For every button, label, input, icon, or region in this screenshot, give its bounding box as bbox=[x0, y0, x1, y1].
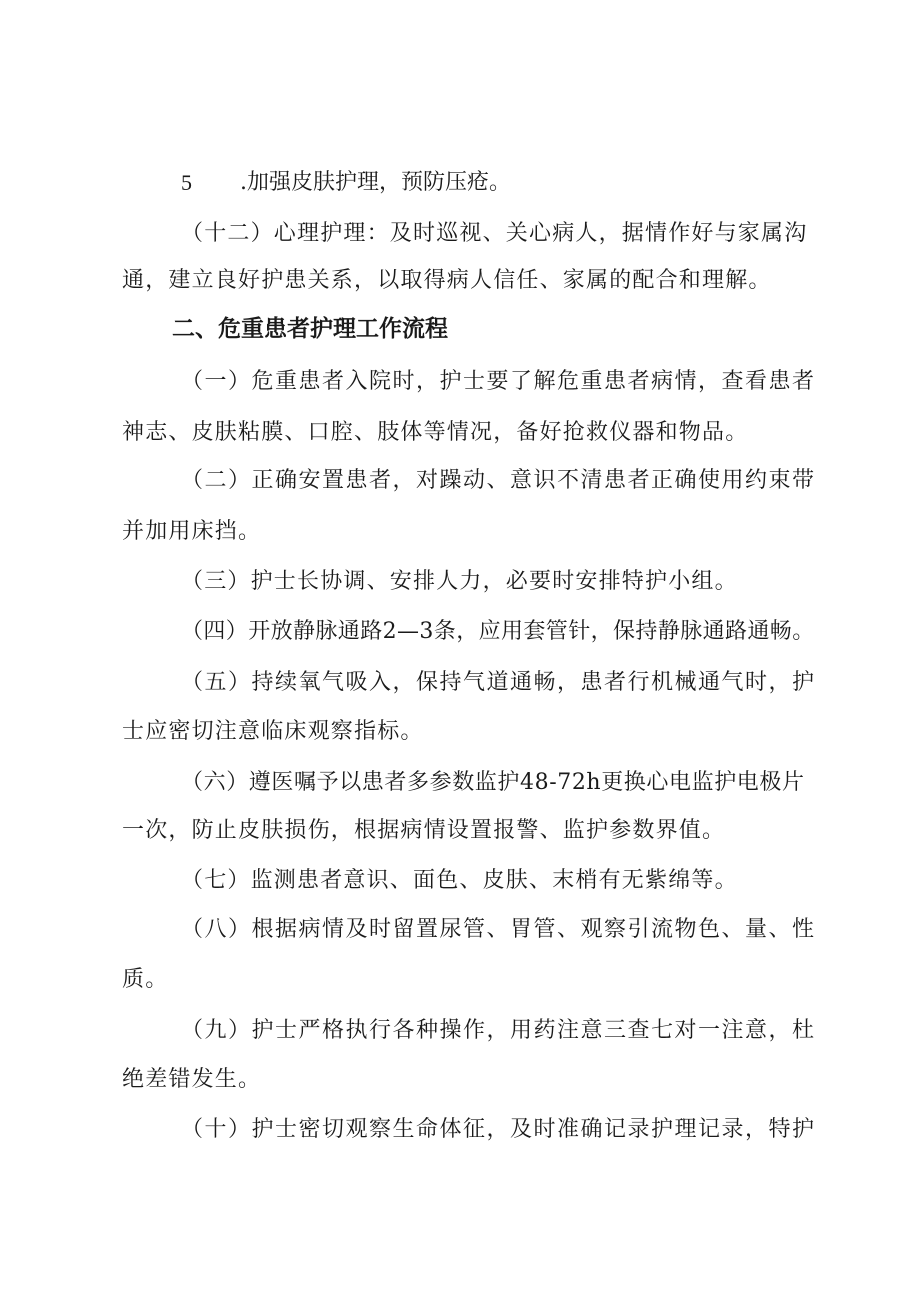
paragraph-line: （三）护士长协调、安排人力，必要时安排特护小组。 bbox=[181, 569, 738, 594]
paragraph-line: 质。 bbox=[122, 967, 169, 992]
paragraph-line: （十）护士密切观察生命体征，及时准确记录护理记录，特护 bbox=[181, 1117, 816, 1142]
paragraph-line: 士应密切注意临床观察指标。 bbox=[122, 719, 424, 744]
item-5-number: 5 bbox=[181, 170, 192, 195]
paragraph-line: 并加用床挡。 bbox=[122, 519, 262, 544]
paragraph-line: 神志、皮肤粘膜、口腔、肢体等情况，备好抢救仪器和物品。 bbox=[122, 420, 749, 445]
paragraph-line: （一）危重患者入院时，护士要了解危重患者病情，查看患者 bbox=[181, 369, 816, 394]
paragraph-line: （二）正确安置患者，对躁动、意识不清患者正确使用约束带 bbox=[181, 468, 816, 493]
paragraph-line: （八）根据病情及时留置尿管、胃管、观察引流物色、量、性 bbox=[181, 917, 816, 942]
item-5-text: .加强皮肤护理，预防压疮。 bbox=[240, 170, 511, 195]
paragraph-line: （九）护士严格执行各种操作，用药注意三查七对一注意，杜 bbox=[181, 1018, 816, 1043]
paragraph-line: （五）持续氧气吸入，保持气道通畅，患者行机械通气时，护 bbox=[181, 670, 816, 695]
paragraph-line: 通，建立良好护患关系，以取得病人信任、家属的配合和理解。 bbox=[122, 268, 772, 293]
paragraph-line: （十二）心理护理：及时巡视、关心病人，据情作好与家属沟 bbox=[181, 221, 808, 246]
paragraph-line: 一次，防止皮肤损伤，根据病情设置报警、监护参数界值。 bbox=[122, 818, 726, 843]
paragraph-line: （四）开放静脉通路2—3条，应用套管针，保持静脉通路通畅。 bbox=[181, 619, 815, 644]
paragraph-line: （六）遵医嘱予以患者多参数监护48-72h更换心电监护电极片 bbox=[181, 770, 805, 795]
paragraph-line: 绝差错发生。 bbox=[122, 1067, 262, 1092]
paragraph-line: （七）监测患者意识、面色、皮肤、末梢有无紫绵等。 bbox=[181, 868, 738, 893]
section-heading: 二、危重患者护理工作流程 bbox=[172, 316, 448, 342]
